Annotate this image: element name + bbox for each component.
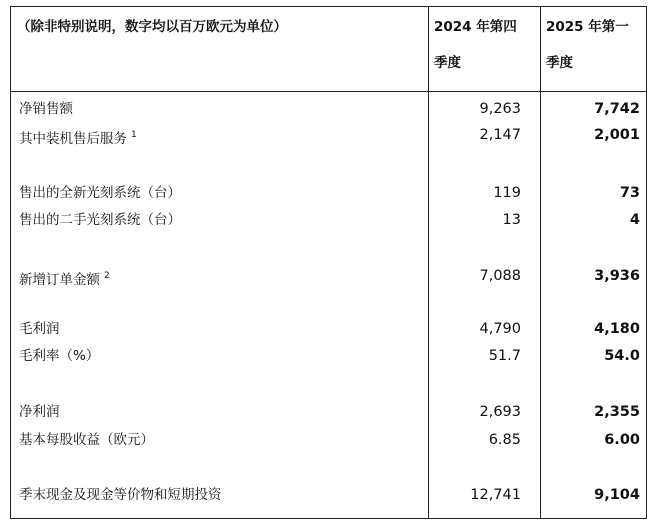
value-q1-2025: 7,742 [594, 101, 640, 117]
value-q4-2024: 7,088 [479, 268, 521, 284]
value-q1-2025: 2,001 [594, 127, 640, 143]
value-q1-2025: 3,936 [594, 268, 640, 284]
table-row [11, 97, 646, 121]
table-row [11, 181, 646, 205]
footnote-marker: 1 [131, 130, 137, 140]
row-label: 季末现金及现金等价物和短期投资 [19, 487, 222, 503]
table-row [11, 208, 646, 232]
value-q4-2024: 2,693 [479, 404, 521, 420]
value-q1-2025: 4 [629, 212, 640, 228]
value-q1-2025: 6.00 [604, 432, 640, 448]
row-label: 售出的二手光刻系统（台） [19, 212, 181, 228]
table-row [11, 428, 646, 452]
value-q4-2024: 13 [502, 212, 521, 228]
header-q1-2025 [546, 17, 646, 73]
value-q1-2025: 73 [619, 185, 640, 201]
table-row [11, 317, 646, 341]
value-q4-2024: 2,147 [479, 127, 521, 143]
row-label: 毛利润 [19, 321, 60, 337]
header-divider [11, 91, 646, 92]
row-label: 新增订单金额 $^2$ [19, 271, 110, 288]
value-q1-2025: 9,104 [594, 487, 640, 503]
value-q4-2024: 12,741 [470, 487, 521, 503]
footnote-marker: 2 [104, 271, 110, 281]
table-row [11, 483, 646, 507]
row-label: 毛利率（%） [19, 348, 100, 364]
value-q4-2024: 9,263 [479, 101, 521, 117]
value-q4-2024: 51.7 [488, 348, 521, 364]
row-label: 净利润 [19, 404, 60, 420]
financial-table [10, 6, 647, 519]
header-label-column: （除非特别说明，数字均以百万欧元为单位） [17, 19, 287, 35]
header-q4-2024-line1: 2024 年第四 [434, 19, 517, 35]
row-label: 基本每股收益（欧元） [19, 432, 154, 448]
value-q1-2025: 2,355 [594, 404, 640, 420]
value-q4-2024: 119 [493, 185, 521, 201]
table-row [11, 400, 646, 424]
table-row [11, 123, 646, 147]
header-q4-2024 [434, 17, 538, 73]
value-q4-2024: 6.85 [488, 432, 521, 448]
header-q1-2025-line2: 季度 [546, 55, 573, 71]
value-q1-2025: 54.0 [604, 348, 640, 364]
header-q4-2024-line2: 季度 [434, 55, 461, 71]
row-label: 其中装机售后服务 $^1$ [19, 130, 137, 147]
table-row [11, 344, 646, 368]
value-q4-2024: 4,790 [479, 321, 521, 337]
header-q1-2025-line1: 2025 年第一 [546, 19, 629, 35]
row-label: 售出的全新光刻系统（台） [19, 185, 181, 201]
table-row [11, 264, 646, 288]
value-q1-2025: 4,180 [594, 321, 640, 337]
row-label: 净销售额 [19, 101, 73, 117]
